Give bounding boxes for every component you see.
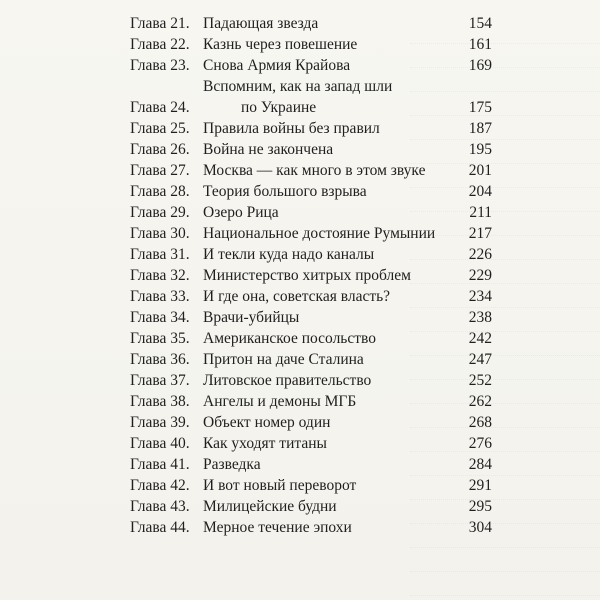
chapter-number: Глава 23. xyxy=(130,57,190,74)
page-number: 234 xyxy=(468,288,492,305)
chapter-title: Разведка xyxy=(203,456,261,473)
chapter-number: Глава 39. xyxy=(130,414,190,431)
page-number: 304 xyxy=(468,519,492,536)
toc-entry xyxy=(130,118,492,139)
page-number: 262 xyxy=(468,393,492,410)
chapter-number: Глава 21. xyxy=(130,15,190,32)
page-number: 276 xyxy=(468,435,492,452)
chapter-number: Глава 31. xyxy=(130,246,190,263)
chapter-number: Глава 32. xyxy=(130,267,190,284)
toc-entry xyxy=(130,34,492,55)
chapter-title: Милицейские будни xyxy=(203,498,337,515)
table-of-contents xyxy=(130,13,492,538)
chapter-title: И вот новый переворот xyxy=(203,477,357,494)
page-number: 187 xyxy=(468,120,492,137)
page-number: 268 xyxy=(468,414,492,431)
chapter-number: Глава 40. xyxy=(130,435,190,452)
chapter-number: Глава 24. xyxy=(130,99,190,116)
toc-entry xyxy=(130,223,492,244)
page-number: 201 xyxy=(468,162,492,179)
toc-entry xyxy=(130,349,492,370)
page-number: 169 xyxy=(468,57,492,74)
chapter-number: Глава 30. xyxy=(130,225,190,242)
chapter-number: Глава 33. xyxy=(130,288,190,305)
toc-entry xyxy=(130,496,492,517)
chapter-title: Ангелы и демоны МГБ xyxy=(203,393,357,410)
chapter-number: Глава 26. xyxy=(130,141,190,158)
chapter-title xyxy=(193,76,452,118)
page-number: 291 xyxy=(468,477,492,494)
chapter-title: И текли куда надо каналы xyxy=(203,246,375,263)
chapter-title: И где она, советская власть? xyxy=(203,288,391,305)
page-number: 242 xyxy=(468,330,492,347)
chapter-number: Глава 36. xyxy=(130,351,190,368)
chapter-title: Врачи-убийцы xyxy=(203,309,300,326)
chapter-number: Глава 29. xyxy=(130,204,190,221)
toc-entry xyxy=(130,244,492,265)
page-number: 154 xyxy=(468,15,492,32)
chapter-title: Национальное достояние Румынии xyxy=(203,225,436,242)
chapter-number: Глава 42. xyxy=(130,477,190,494)
chapter-number: Глава 37. xyxy=(130,372,190,389)
page-number: 175 xyxy=(468,99,492,116)
chapter-title: Падающая звезда xyxy=(203,15,319,32)
toc-entry xyxy=(130,139,492,160)
toc-entry xyxy=(130,412,492,433)
chapter-number: Глава 34. xyxy=(130,309,190,326)
chapter-title: Объект номер один xyxy=(203,414,331,431)
chapter-title: Притон на даче Сталина xyxy=(203,351,364,368)
chapter-title: Москва — как много в этом звуке xyxy=(203,162,426,179)
toc-entry xyxy=(130,160,492,181)
chapter-title: Американское посольство xyxy=(203,330,376,347)
chapter-title: Озеро Рица xyxy=(203,204,279,221)
toc-entry xyxy=(130,328,492,349)
chapter-title: Как уходят титаны xyxy=(203,435,327,452)
page-number: 252 xyxy=(468,372,492,389)
toc-entry xyxy=(130,391,492,412)
page-number: 284 xyxy=(468,456,492,473)
toc-entry xyxy=(130,265,492,286)
chapter-number: Глава 27. xyxy=(130,162,190,179)
page-number: 226 xyxy=(468,246,492,263)
chapter-number: Глава 28. xyxy=(130,183,190,200)
page-number: 195 xyxy=(468,141,492,158)
page-number: 161 xyxy=(468,36,492,53)
chapter-title: Мерное течение эпохи xyxy=(203,519,352,536)
chapter-number: Глава 38. xyxy=(130,393,190,410)
chapter-number: Глава 43. xyxy=(130,498,190,515)
toc-entry xyxy=(130,517,492,538)
chapter-number: Глава 25. xyxy=(130,120,190,137)
chapter-title: Правила войны без правил xyxy=(203,120,380,137)
toc-entry xyxy=(130,307,492,328)
toc-entry xyxy=(130,370,492,391)
toc-entry xyxy=(130,202,492,223)
chapter-number: Глава 35. xyxy=(130,330,190,347)
page-number: 217 xyxy=(468,225,492,242)
toc-entry xyxy=(130,13,492,34)
page-number: 295 xyxy=(468,498,492,515)
toc-entry xyxy=(130,433,492,454)
chapter-title: Война не закончена xyxy=(203,141,334,158)
toc-entry xyxy=(130,454,492,475)
toc-entry xyxy=(130,55,492,76)
chapter-title-line1: Вспомним, как на запад шли xyxy=(203,78,393,95)
page-number: 238 xyxy=(468,309,492,326)
chapter-title: Теория большого взрыва xyxy=(203,183,367,200)
page-number: 247 xyxy=(468,351,492,368)
chapter-title: Снова Армия Крайова xyxy=(203,57,351,74)
chapter-number: Глава 41. xyxy=(130,456,190,473)
toc-entry xyxy=(130,181,492,202)
chapter-title: Министерство хитрых проблем xyxy=(203,267,411,284)
chapter-number: Глава 22. xyxy=(130,36,190,53)
chapter-title: Казнь через повешение xyxy=(203,36,358,53)
toc-entry xyxy=(130,286,492,307)
toc-entry xyxy=(130,76,492,118)
chapter-title-line2: по Украине xyxy=(241,99,317,116)
page-number: 211 xyxy=(469,204,492,221)
page-number: 229 xyxy=(468,267,492,284)
chapter-number: Глава 44. xyxy=(130,519,190,536)
chapter-title: Литовское правительство xyxy=(203,372,372,389)
page-number: 204 xyxy=(468,183,492,200)
toc-entry xyxy=(130,475,492,496)
